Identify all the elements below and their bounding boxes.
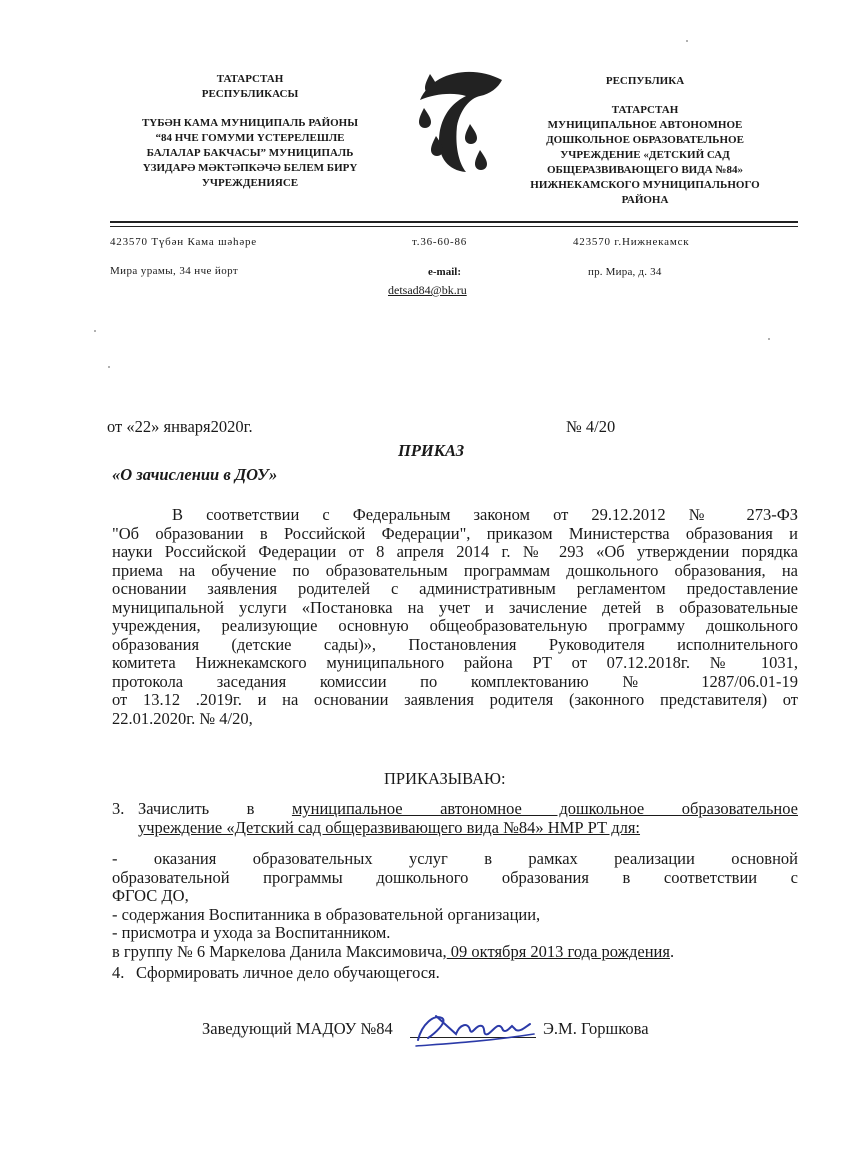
item-4-number: 4. bbox=[112, 963, 125, 982]
preamble-line: 22.01.2020г. № 4/20, bbox=[112, 708, 253, 728]
purpose-line: образовательной программы дошкольного образования в соответствии с bbox=[112, 867, 798, 887]
purpose-line: - присмотра и ухода за Воспитанником. bbox=[112, 923, 391, 942]
preamble-line: от 13.12 .2019г. и на основании заявления родителя (законного представителя) от bbox=[112, 690, 798, 709]
purpose-line: - оказания образовательных услуг в рамках реализации основной bbox=[112, 849, 798, 868]
order-title: ПРИКАЗ bbox=[398, 441, 465, 460]
item-3-lead: Зачислить в bbox=[138, 799, 292, 818]
address-russian-city: 423570 г.Нижнекамск bbox=[573, 236, 690, 248]
header-left-line: РЕСПУБЛИКАСЫ bbox=[201, 88, 299, 100]
item-3-number: 3. bbox=[112, 799, 125, 818]
header-left-block bbox=[100, 72, 400, 191]
header-left-line: ҮЗИДАРӘ МӘКТӘПКӘЧӘ БЕЛЕМ БИРҮ bbox=[142, 162, 358, 174]
purpose-list bbox=[112, 850, 798, 943]
header-right-line: ДОШКОЛЬНОЕ ОБРАЗОВАТЕЛЬНОЕ bbox=[546, 134, 744, 146]
preamble-line: протокола заседания комиссии по комплектованию № 1287/06.01-19 bbox=[112, 671, 798, 691]
group-child-name: в группу № 6 Маркелова Данила Максимовича, bbox=[112, 942, 447, 961]
signature-title: Заведующий МАДОУ №84 bbox=[202, 1019, 393, 1038]
institution-name: муниципальное автономное дошкольное образовательное bbox=[291, 799, 798, 818]
header-right-line: РАЙОНА bbox=[621, 194, 669, 206]
header-right-line: МУНИЦИПАЛЬНОЕ АВТОНОМНОЕ bbox=[547, 119, 743, 131]
handwritten-signature bbox=[412, 1004, 542, 1052]
header-right-line: НИЖНЕКАМСКОГО МУНИЦИПАЛЬНОГО bbox=[530, 179, 760, 191]
preamble-line: учреждения, реализующие основную общеобразовательную программу дошкольного bbox=[112, 616, 798, 635]
header-right-line: ТАТАРСТАН bbox=[611, 104, 679, 116]
birth-date: 09 октября 2013 года рождения bbox=[446, 942, 670, 961]
preamble-line: науки Российской Федерации от 8 апреля 2014 г. № 293 «Об утверждении порядка bbox=[112, 542, 798, 561]
preamble-line: "Об образовании в Российской Федерации", приказом Министерства образования и bbox=[112, 523, 798, 543]
address-tatar-city: 423570 Түбән Кама шәһәре bbox=[110, 236, 257, 248]
preamble-line: В соответствии с Федеральным законом от 29.12.2012 № 273-ФЗ bbox=[172, 505, 798, 524]
header-left-line: УЧРЕЖДЕНИЯСЕ bbox=[201, 177, 299, 189]
header-right-block bbox=[520, 74, 770, 208]
preamble-paragraph bbox=[112, 506, 798, 728]
kindergarten-logo bbox=[410, 66, 510, 174]
address-russian-street: пр. Мира, д. 34 bbox=[588, 266, 662, 278]
scan-speck bbox=[108, 366, 110, 368]
header-divider-thick bbox=[110, 221, 798, 223]
header-left-line: ТАТАРСТАН bbox=[216, 73, 284, 85]
email-label: e-mail: bbox=[428, 266, 461, 278]
order-date: от «22» января2020г. bbox=[107, 417, 253, 436]
header-left-line: “84 НЧЕ ГОМУМИ ҮСТЕРЕЛЕШЛЕ bbox=[155, 132, 345, 144]
group-assignment bbox=[112, 943, 674, 962]
scan-speck bbox=[768, 338, 770, 340]
header-right-line: ОБЩЕРАЗВИВАЮЩЕГО ВИДА №84» bbox=[546, 164, 744, 176]
scan-speck bbox=[94, 330, 96, 332]
order-number: № 4/20 bbox=[566, 417, 616, 436]
institution-name-continued: учреждение «Детский сад общеразвивающего вида №84» НМР РТ для: bbox=[138, 818, 641, 837]
signature-name: Э.М. Горшкова bbox=[543, 1019, 649, 1038]
header-divider-thin bbox=[110, 226, 798, 227]
header-right-line: РЕСПУБЛИКА bbox=[605, 75, 685, 87]
purpose-line: ФГОС ДО, bbox=[112, 886, 189, 905]
preamble-line: приема на обучение по образовательным программам дошкольного образования, на bbox=[112, 560, 798, 580]
purpose-line: - содержания Воспитанника в образовательной организации, bbox=[112, 904, 541, 924]
preamble-line: образования (детские сады)», Постановления Руководителя исполнительного bbox=[112, 634, 798, 654]
preamble-line: муниципальной услуги «Постановка на учет и зачисление детей в образовательные bbox=[112, 597, 798, 617]
order-subject: «О зачислении в ДОУ» bbox=[112, 465, 278, 484]
item-4-text: Сформировать личное дело обучающегося. bbox=[136, 963, 440, 982]
email-link[interactable]: detsad84@bk.ru bbox=[388, 283, 467, 297]
decree-word: ПРИКАЗЫВАЮ: bbox=[384, 769, 506, 788]
item-3-text bbox=[138, 800, 798, 819]
preamble-line: комитета Нижнекамского муниципального района РТ от 07.12.2018г. № 1031, bbox=[112, 653, 798, 672]
scan-speck bbox=[686, 40, 688, 42]
header-right-line: УЧРЕЖДЕНИЕ «ДЕТСКИЙ САД bbox=[560, 149, 730, 161]
preamble-line: основании заявления родителей с административным регламентом предоставление bbox=[112, 579, 798, 598]
phone-number: т.36-60-86 bbox=[412, 236, 468, 248]
group-end: . bbox=[669, 942, 675, 961]
header-left-line: БАЛАЛАР БАКЧАСЫ” МУНИЦИПАЛЬ bbox=[146, 147, 354, 159]
address-tatar-street: Мира урамы, 34 нче йорт bbox=[110, 265, 239, 277]
header-left-line: ТҮБӘН КАМА МУНИЦИПАЛЬ РАЙОНЫ bbox=[141, 117, 359, 129]
